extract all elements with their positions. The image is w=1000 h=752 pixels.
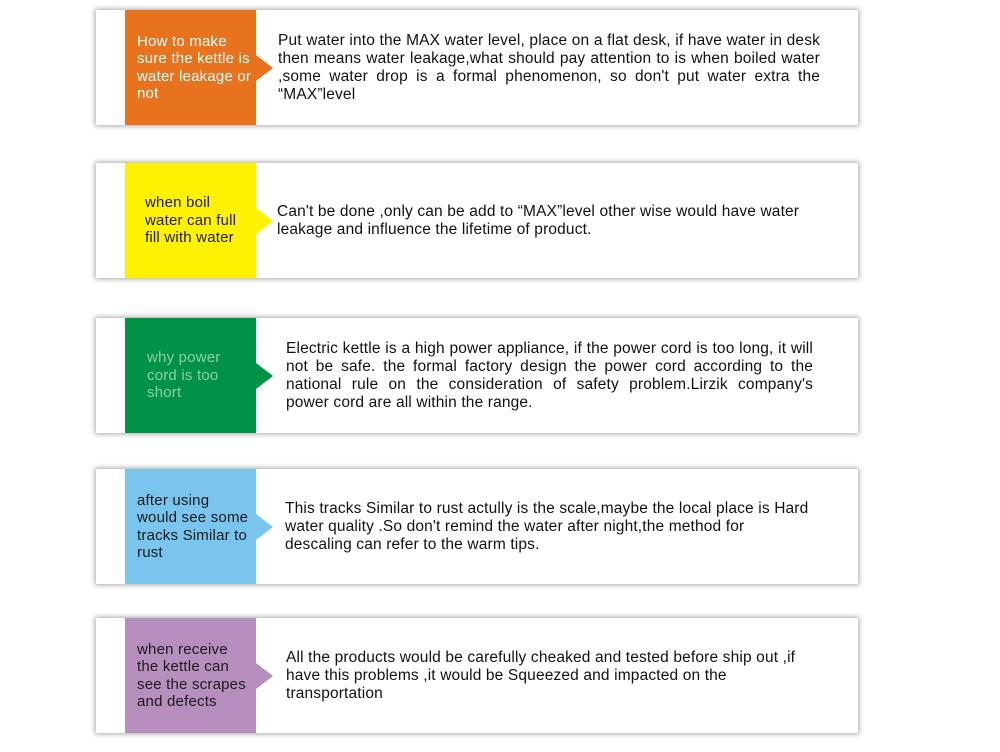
question-text: when receive the kettle can see the scrapes and defects bbox=[137, 640, 246, 710]
question-text: How to make sure the kettle is water leakage or not bbox=[137, 32, 252, 102]
answer-box bbox=[286, 618, 806, 733]
answer-box bbox=[278, 10, 820, 125]
faq-card-power-cord bbox=[96, 318, 858, 433]
answer-box bbox=[277, 163, 817, 278]
faq-card-scrapes bbox=[96, 618, 858, 733]
answer-text: All the products would be carefully cheaked and tested before ship out ,if have this problems ,it would be Squeezed and impacted on the transportation bbox=[286, 648, 796, 702]
answer-text: This tracks Similar to rust actully is the scale,maybe the local place is Hard water quality .So don't remind the water after night,the method for descaling can refer to the warm tips. bbox=[285, 499, 809, 553]
arrow-right-icon bbox=[256, 663, 273, 689]
question-box bbox=[125, 469, 256, 584]
question-text: after using would see some tracks Similar to rust bbox=[137, 491, 249, 561]
question-box bbox=[125, 163, 256, 278]
arrow-right-icon bbox=[256, 363, 273, 389]
question-text: why power cord is too short bbox=[147, 349, 221, 402]
question-text: when boil water can full fill with water bbox=[145, 194, 237, 247]
question-box bbox=[125, 10, 256, 125]
arrow-right-icon bbox=[256, 514, 273, 540]
faq-card-leakage bbox=[96, 10, 858, 125]
answer-text: Put water into the MAX water level, place on a flat desk, if have water in desk then means water leakage,what should pay attention to is when boiled water ,some water drop is a formal phenomenon, so don't put water extra the “MAX”level bbox=[278, 31, 820, 103]
faq-card-full-fill bbox=[96, 163, 858, 278]
arrow-right-icon bbox=[256, 208, 273, 234]
answer-box bbox=[285, 469, 813, 584]
question-box bbox=[125, 618, 256, 733]
arrow-right-icon bbox=[256, 55, 273, 81]
answer-box bbox=[286, 318, 813, 433]
faq-card-rust-tracks bbox=[96, 469, 858, 584]
question-box bbox=[125, 318, 256, 433]
answer-text: Electric kettle is a high power appliance, if the power cord is too long, it will not be safe. the formal factory design the power cord according to the national rule on the consideration of safety problem.Lirzik company's power cord are all within the range. bbox=[286, 339, 813, 411]
answer-text: Can't be done ,only can be add to “MAX”level other wise would have water leakage and influence the lifetime of product. bbox=[277, 202, 800, 238]
